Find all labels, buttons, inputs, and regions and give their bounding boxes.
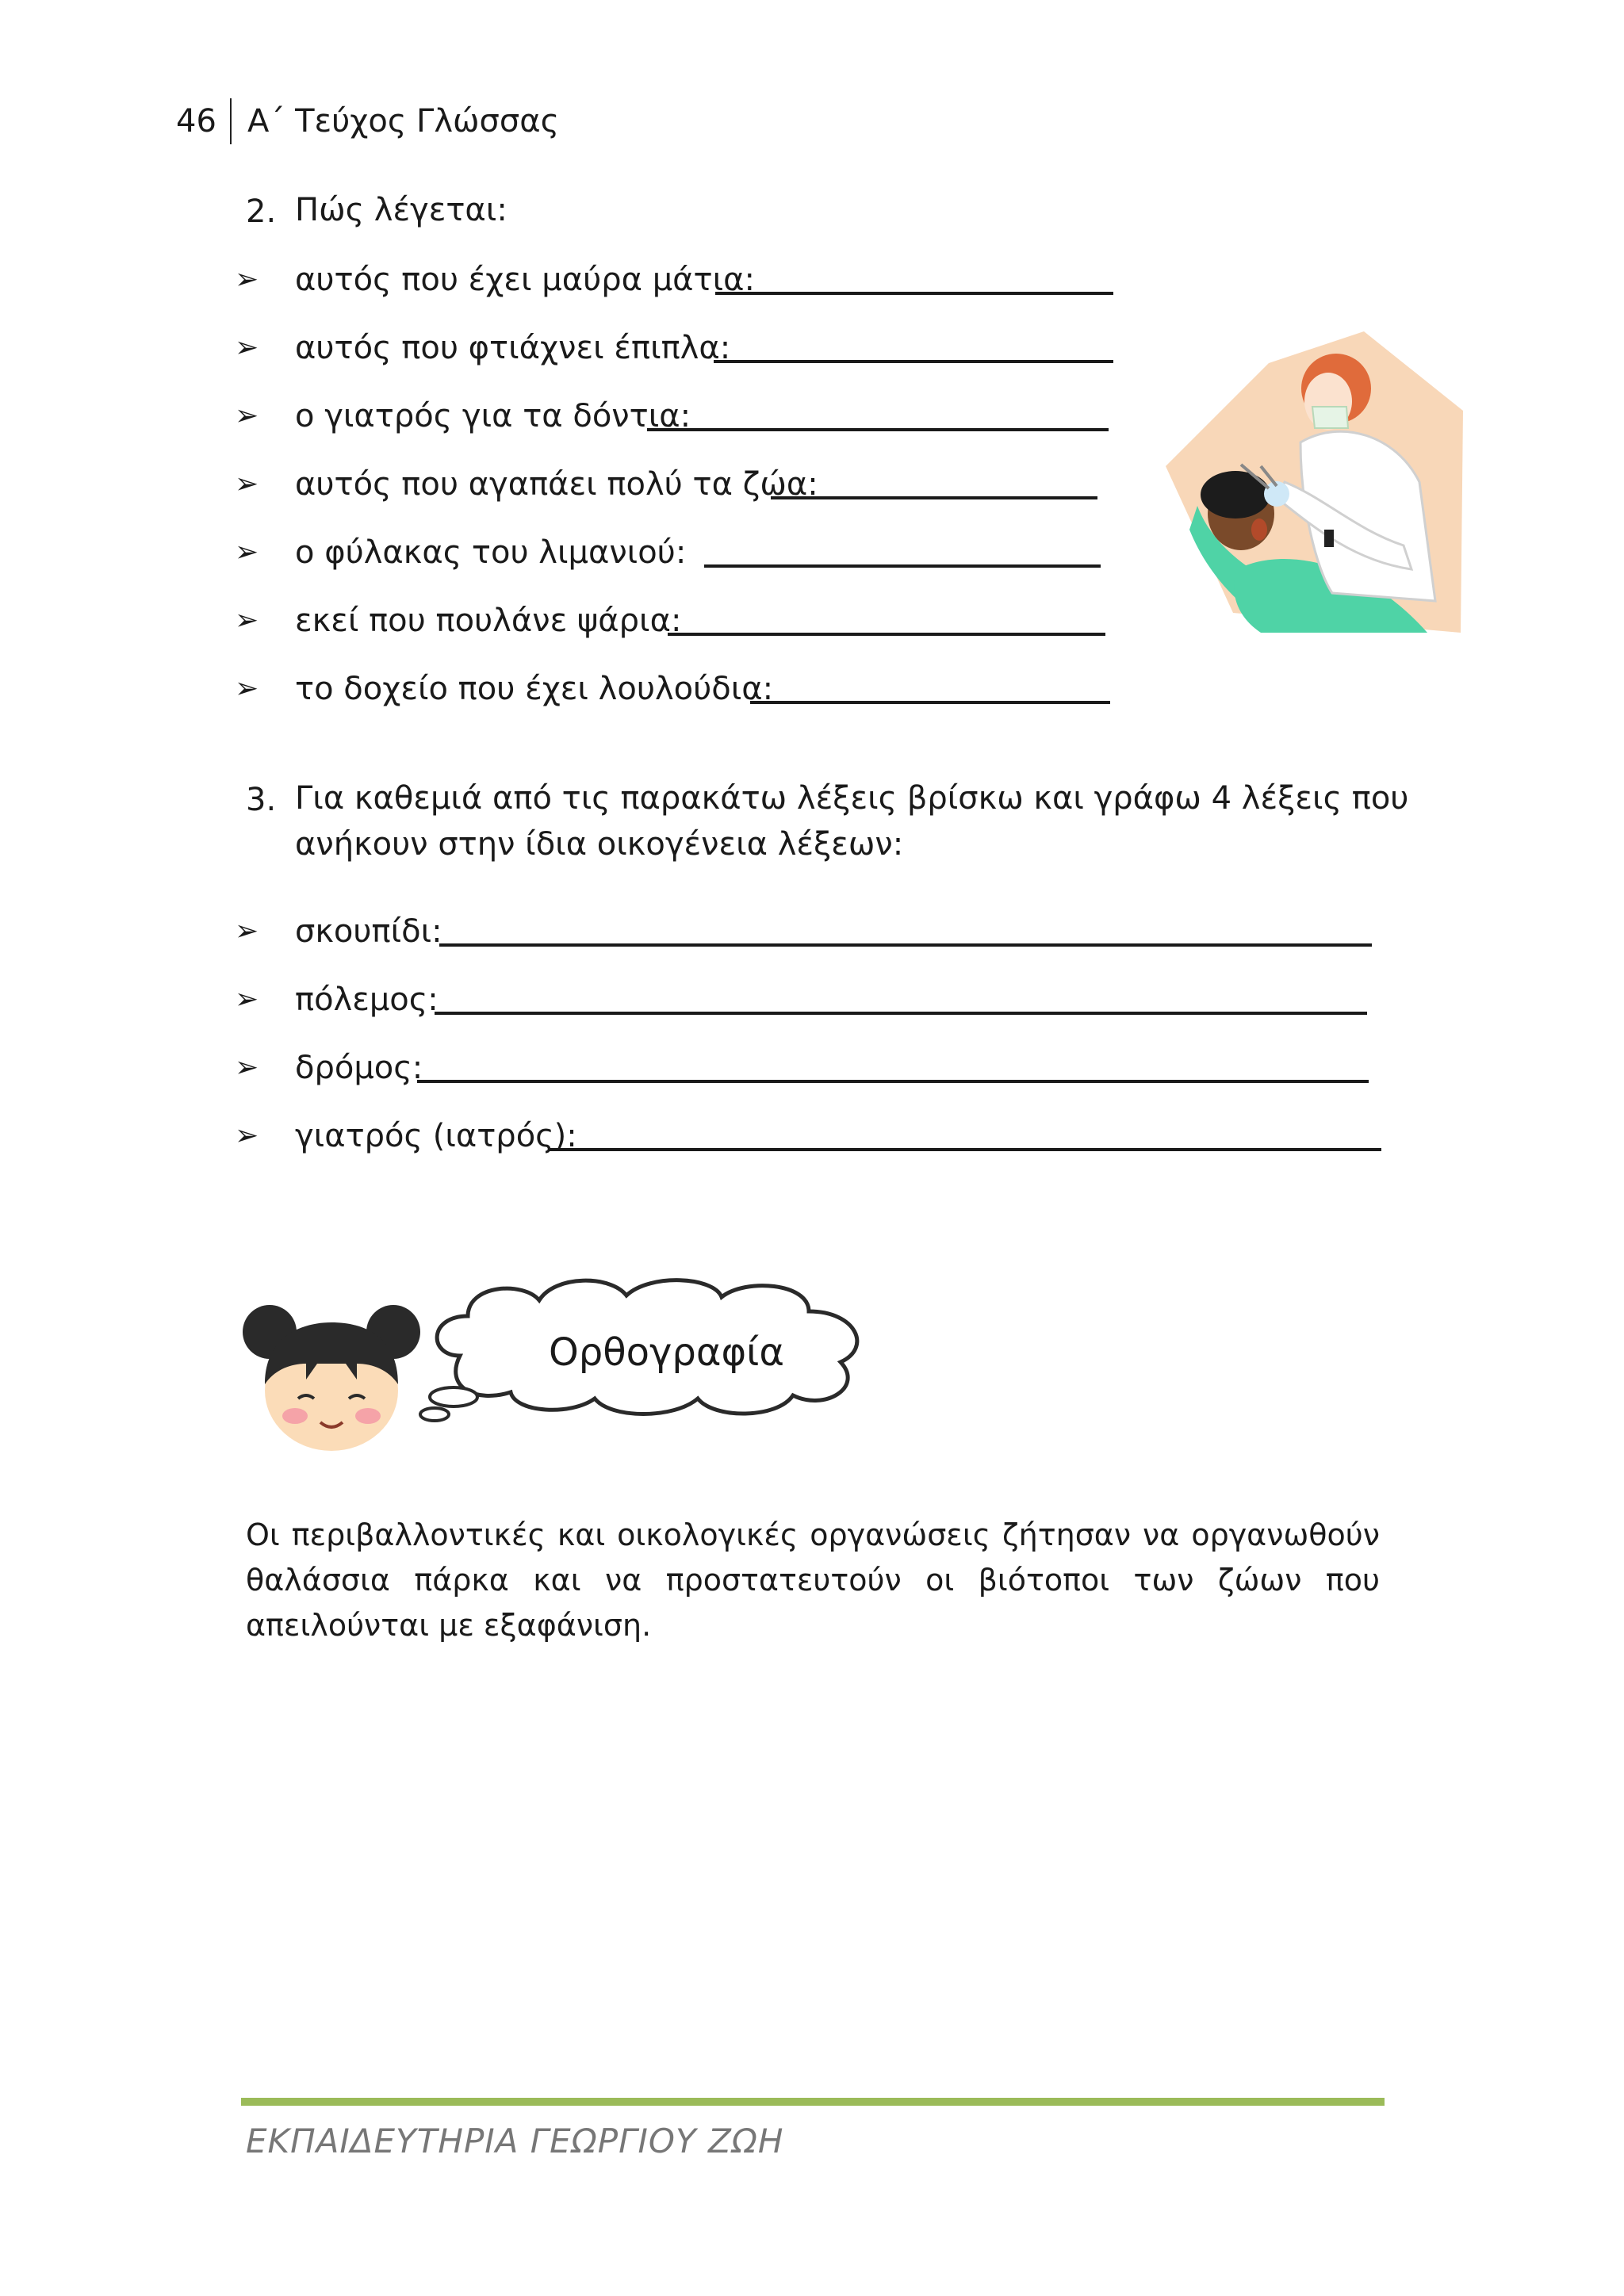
answer-line[interactable] (704, 564, 1101, 568)
exercise-2-item-label: αυτός που έχει μαύρα μάτια: (295, 262, 755, 298)
exercise-2-item-label: αυτός που φτιάχνει έπιπλα: (295, 330, 731, 366)
exercise-3-item-label: πόλεμος: (295, 982, 439, 1018)
answer-line[interactable] (417, 1080, 1369, 1083)
exercise-2-item-label: εκεί που πουλάνε ψάρια: (295, 603, 682, 639)
arrowhead-bullet-icon: ➢ (235, 1051, 259, 1084)
spelling-paragraph: Οι περιβαλλοντικές και οικολογικές οργανώσεις ζήτησαν να οργανωθούν θαλάσσια πάρκα και να προστατευτούν οι βιότοποι των ζώων που απειλούνται με εξαφάνιση. (246, 1517, 1380, 1643)
answer-line[interactable] (771, 496, 1097, 499)
exercise-2-item-label: το δοχείο που έχει λουλούδια: (295, 671, 774, 707)
answer-line[interactable] (715, 292, 1113, 295)
arrowhead-bullet-icon: ➢ (235, 604, 259, 637)
arrowhead-bullet-icon: ➢ (235, 400, 259, 432)
exercise-3-number: 3. (246, 782, 277, 818)
answer-line[interactable] (647, 428, 1109, 431)
header-divider (230, 98, 232, 144)
arrowhead-bullet-icon: ➢ (235, 983, 259, 1016)
exercise-3-item-label: δρόμος: (295, 1050, 423, 1086)
exercise-2-item-label: ο γιατρός για τα δόντια: (295, 398, 691, 434)
page-number: 46 (176, 103, 216, 140)
footer-rule (241, 2098, 1385, 2106)
answer-line[interactable] (714, 360, 1113, 363)
answer-line[interactable] (750, 701, 1110, 704)
answer-line[interactable] (549, 1148, 1381, 1151)
document-title: Α΄ Τεύχος Γλώσσας (247, 103, 560, 140)
arrowhead-bullet-icon: ➢ (235, 536, 259, 568)
girl-face-illustration (238, 1297, 428, 1456)
answer-line[interactable] (439, 943, 1372, 947)
arrowhead-bullet-icon: ➢ (235, 915, 259, 947)
dentist-illustration (1166, 331, 1467, 633)
answer-line[interactable] (435, 1012, 1367, 1015)
arrowhead-bullet-icon: ➢ (235, 468, 259, 500)
arrowhead-bullet-icon: ➢ (235, 263, 259, 296)
exercise-2-item-label: αυτός που αγαπάει πολύ τα ζώα: (295, 466, 818, 503)
exercise-3-item-label: γιατρός (ιατρός): (295, 1118, 577, 1154)
footer-text: ΕΚΠΑΙΔΕΥΤΗΡΙΑ ΓΕΩΡΓΙΟΥ ΖΩΗ (246, 2122, 784, 2160)
exercise-2-prompt: Πώς λέγεται: (295, 192, 508, 228)
exercise-3-prompt-line1: Για καθεμιά από τις παρακάτω λέξεις βρίσκω και γράφω 4 λέξεις που (295, 780, 1409, 817)
exercise-3-prompt-line2: ανήκουν στην ίδια οικογένεια λέξεων: (295, 826, 904, 863)
exercise-3-item-label: σκουπίδι: (295, 913, 442, 950)
answer-line[interactable] (668, 633, 1105, 636)
arrowhead-bullet-icon: ➢ (235, 1119, 259, 1152)
exercise-2-number: 2. (246, 193, 277, 230)
spelling-cloud-label: Ορθογραφία (549, 1330, 785, 1375)
exercise-2-item-label: ο φύλακας του λιμανιού: (295, 534, 687, 571)
arrowhead-bullet-icon: ➢ (235, 331, 259, 364)
arrowhead-bullet-icon: ➢ (235, 672, 259, 705)
